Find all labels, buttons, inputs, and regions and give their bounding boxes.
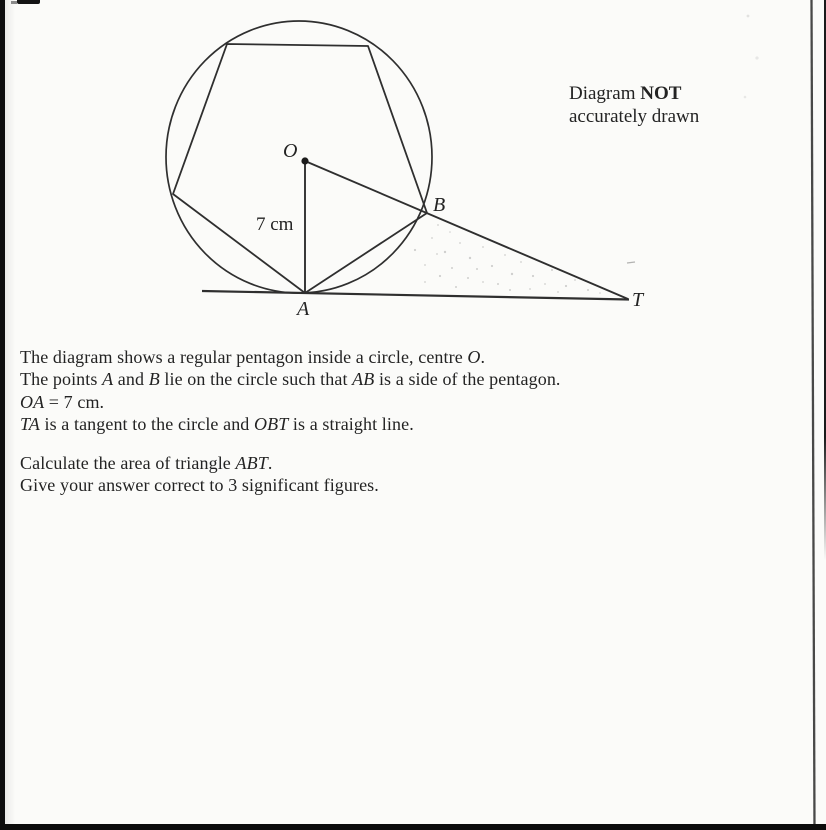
diagram-note-line1 <box>569 82 699 105</box>
problem-statement <box>20 346 561 436</box>
pentagon-outline <box>173 44 427 293</box>
page-bottom-border <box>0 824 826 830</box>
text-run: is a straight line. <box>288 414 414 435</box>
label-centre-o: O <box>283 140 298 162</box>
text-run: is a side of the pentagon. <box>374 369 561 390</box>
question-line <box>20 452 379 474</box>
circle-outline <box>166 21 432 293</box>
math-symbol: AB <box>352 369 375 390</box>
left-edge-shading <box>5 0 15 830</box>
math-symbol: TA <box>20 414 40 435</box>
text-run-bold: NOT <box>640 83 682 104</box>
text-run: . <box>267 453 273 473</box>
text-run: The diagram shows a regular pentagon inside a circle, centre <box>20 347 468 367</box>
text-run: Calculate the area of triangle <box>20 453 236 473</box>
text-run: Diagram <box>569 83 641 104</box>
triangle-shading-speckles <box>414 224 601 294</box>
math-symbol: A <box>102 369 114 390</box>
question-line <box>20 474 379 496</box>
cropped-text-mark <box>17 0 40 4</box>
tangent-ta-line <box>202 291 629 300</box>
math-symbol: ABT <box>235 453 268 473</box>
text-run: The points <box>20 369 103 390</box>
math-symbol: O <box>467 347 481 367</box>
secant-obt-line <box>305 161 628 299</box>
label-point-a: A <box>297 298 310 320</box>
text-run: Give your answer correct to 3 significant figures. <box>20 475 379 496</box>
diagram-note-line2: accurately drawn <box>569 106 700 127</box>
text-run: lie on the circle such that <box>159 369 353 390</box>
problem-line <box>20 368 561 390</box>
math-symbol: B <box>148 369 160 390</box>
label-point-b: B <box>433 194 446 216</box>
problem-line <box>20 346 561 368</box>
text-run: and <box>113 369 149 390</box>
problem-line <box>20 413 561 435</box>
problem-line <box>20 391 561 413</box>
diagram-note <box>569 82 699 128</box>
centre-dot <box>301 157 308 164</box>
label-radius-7cm: 7 cm <box>256 214 294 235</box>
label-point-t: T <box>632 289 644 311</box>
page-left-border <box>0 0 5 830</box>
text-run: is a tangent to the circle and <box>39 414 254 435</box>
text-run: . <box>480 347 486 367</box>
question-text <box>20 452 379 497</box>
scan-fold-line <box>812 0 815 830</box>
cropped-text-mark-faint <box>11 1 17 4</box>
scan-noise <box>627 15 759 263</box>
math-symbol: OA <box>20 391 45 412</box>
text-run: = 7 cm. <box>44 391 105 412</box>
math-symbol: OBT <box>254 414 289 435</box>
